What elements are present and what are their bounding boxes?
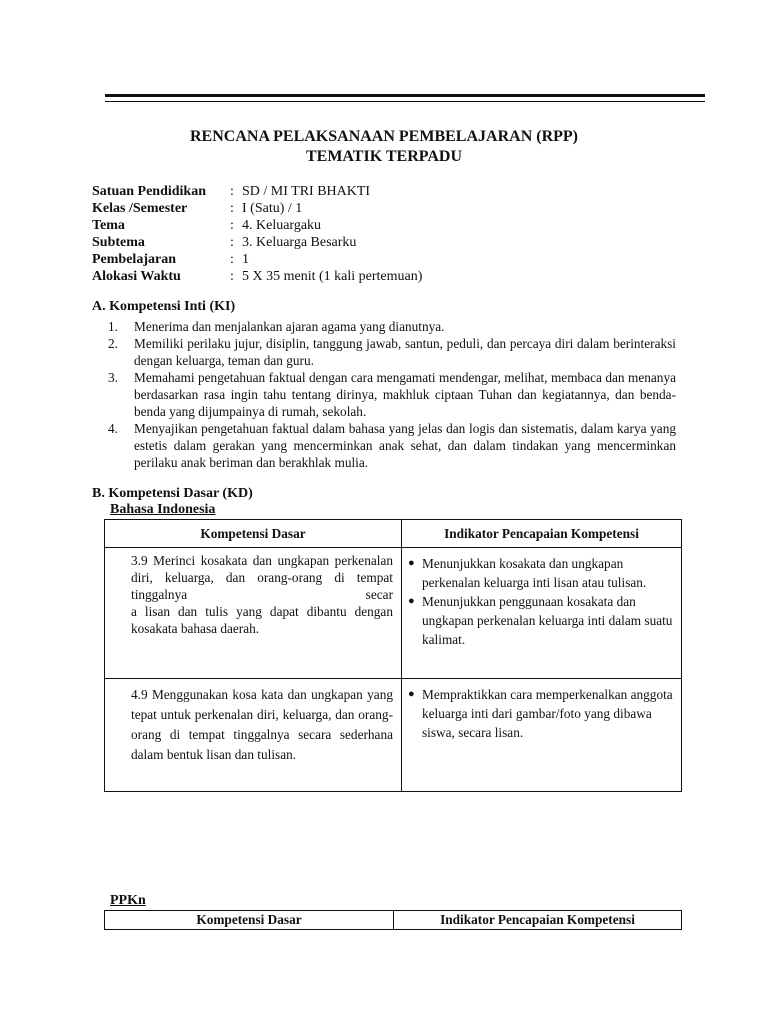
meta-row-tema: Tema : 4. Keluargaku <box>92 218 322 233</box>
col-header-indikator: Indikator Pencapaian Kompetensi <box>402 520 682 548</box>
kd-cell: 4.9 Menggunakan kosa kata dan ungkapan yang tepat untuk perkenalan diri, keluarga, dan orang-orang di tempat tinggalnya secara sederhana dalam bentuk lisan dan tulisan. <box>105 679 402 792</box>
list-item: 2. Memiliki perilaku jujur, disiplin, tanggung jawab, santun, peduli, dan percaya diri dalam berinteraksi dengan keluarga, teman dan guru. <box>108 336 676 368</box>
meta-value: SD / MI TRI BHAKTI <box>242 184 371 199</box>
meta-row-kelas: Kelas /Semester : I (Satu) / 1 <box>92 201 303 216</box>
bullet-icon: ● <box>408 557 415 569</box>
subject-bahasa-indonesia: Bahasa Indonesia <box>110 502 216 517</box>
meta-label: Alokasi Waktu <box>92 269 181 284</box>
table-row <box>105 548 682 679</box>
header-rule-thin <box>105 101 705 102</box>
table-row <box>105 679 682 792</box>
list-item: 3. Memahami pengetahuan faktual dengan cara mengamati mendengar, melihat, membaca dan menanya berdasarkan rasa ingin tahu tentang dirinya, makhluk ciptaan Tuhan dan kegiatannya, dan benda-benda yang dijumpainya di rumah, sekolah. <box>108 370 676 419</box>
metadata-block <box>92 183 422 285</box>
meta-row-alokasi: Alokasi Waktu : 5 X 35 menit (1 kali pertemuan) <box>92 269 423 284</box>
indicator-cell <box>402 548 682 679</box>
meta-label: Satuan Pendidikan <box>92 184 206 199</box>
table-header-row <box>105 520 682 548</box>
meta-row-subtema: Subtema : 3. Keluarga Besarku <box>92 235 357 250</box>
meta-value: 5 X 35 menit (1 kali pertemuan) <box>242 269 423 284</box>
list-item: 4. Menyajikan pengetahuan faktual dalam bahasa yang jelas dan logis dan sistematis, dalam karya yang estetis dalam gerakan yang mencerminkan anak sehat, dan dalam tindakan yang mencerminkan perilaku anak beriman dan berakhlak mulia. <box>108 421 676 470</box>
table-header-row <box>105 911 682 930</box>
meta-row-satuan: Satuan Pendidikan : SD / MI TRI BHAKTI <box>92 184 371 199</box>
kd-table-ppkn <box>104 910 682 930</box>
kd-table-bahasa <box>104 519 682 792</box>
indicator-cell <box>402 679 682 792</box>
ki-list <box>108 318 676 471</box>
kd-cell: 3.9 Merinci kosakata dan ungkapan perkenalan diri, keluarga, dan orang-orang di tempat tinggalnya secar a lisan dan tulis yang dapat dibantu dengan kosakata bahasa daerah. <box>105 548 402 679</box>
document-title: RENCANA PELAKSANAAN PEMBELAJARAN (RPP) <box>190 128 578 145</box>
meta-label: Tema <box>92 218 125 233</box>
meta-row-pembelajaran: Pembelajaran : 1 <box>92 252 249 267</box>
col-header-kd: Kompetensi Dasar <box>105 911 394 930</box>
meta-value: 1 <box>242 252 249 267</box>
header-rule-thick <box>105 94 705 97</box>
ki-heading: A. Kompetensi Inti (KI) <box>92 299 236 314</box>
list-item: 1. Menerima dan menjalankan ajaran agama yang dianutnya. <box>108 319 445 334</box>
meta-label: Kelas /Semester <box>92 201 188 216</box>
col-header-kd: Kompetensi Dasar <box>105 520 402 548</box>
document-subtitle: TEMATIK TERPADU <box>305 148 462 165</box>
list-item: ● Mempraktikkan cara memperkenalkan anggota keluarga inti dari gambar/foto yang dibawa siswa, secara lisan. <box>408 687 673 740</box>
kd-heading: B. Kompetensi Dasar (KD) <box>92 486 253 501</box>
meta-value: 4. Keluargaku <box>242 218 322 233</box>
bullet-icon: ● <box>408 688 415 700</box>
col-header-indikator: Indikator Pencapaian Kompetensi <box>394 911 682 930</box>
meta-label: Subtema <box>92 235 145 250</box>
subject-ppkn: PPKn <box>110 893 146 908</box>
list-item: ● Menunjukkan penggunaan kosakata dan ungkapan perkenalan keluarga inti dalam suatu kalimat. <box>408 594 673 647</box>
bullet-icon: ● <box>408 595 415 607</box>
meta-label: Pembelajaran <box>92 252 176 267</box>
list-item: ● Menunjukkan kosakata dan ungkapan perkenalan keluarga inti lisan atau tulisan. <box>408 556 647 590</box>
meta-value: 3. Keluarga Besarku <box>242 235 357 250</box>
meta-value: I (Satu) / 1 <box>242 201 303 216</box>
